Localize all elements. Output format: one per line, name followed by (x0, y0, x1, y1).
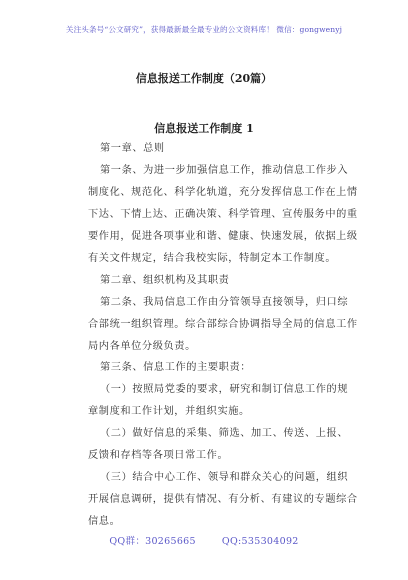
paragraph-line: 局内各单位分级负责。 (88, 340, 196, 352)
paragraph-line: 第三条、信息工作的主要职责： (100, 362, 252, 374)
paragraph-line: 第二条、我局信息工作由分管领导直接领导，归口综 (100, 296, 349, 308)
paragraph-line: 章制度和工作计划，并组织实施。 (88, 406, 250, 418)
chapter-heading: 第二章、组织机构及其职责 (100, 274, 230, 286)
paragraph-line: （一）按照局党委的要求，研究和制订信息工作的规 (100, 384, 349, 396)
footer-contact (0, 533, 408, 547)
header-promo-note: 关注头条号“公文研究”，获得最新最全最专业的公文资料库！ 微信：gongwenyj (65, 25, 343, 34)
paragraph-line: 下达、下情上达、正确决策、科学管理、宣传服务中的重 (88, 208, 358, 220)
paragraph-line: 要作用，促进各项事业和谐、健康、快速发展，依据上级 (88, 230, 358, 242)
paragraph-line: 第一条、为进一步加强信息工作，推动信息工作步入 (100, 164, 349, 176)
paragraph-line: 合部统一组织管理。综合部综合协调指导全局的信息工作 (88, 318, 358, 330)
qq-number-text: QQ:535304092 (221, 536, 299, 547)
chapter-heading: 第一章、总则 (100, 143, 165, 154)
paragraph-line: （二）做好信息的采集、筛选、加工、传送、上报、 (100, 428, 349, 440)
paragraph-line: 开展信息调研，提供有情况、有分析、有建议的专题综合 (88, 494, 358, 506)
qq-group-text: QQ群：30265665 (109, 536, 196, 547)
paragraph-line: （三）结合中心工作、领导和群众关心的问题，组织 (100, 472, 349, 484)
paragraph-line: 信息。 (88, 516, 121, 527)
paragraph-line: 制度化、规范化、科学化轨道，充分发挥信息工作在上情 (88, 186, 358, 198)
document-title: 信息报送工作制度（20篇） (135, 72, 273, 85)
paragraph-line: 反馈和存档等各项日常工作。 (88, 450, 229, 462)
section-title: 信息报送工作制度 1 (154, 122, 254, 135)
paragraph-line: 有关文件规定，结合我校实际，特制定本工作制度。 (88, 252, 337, 264)
